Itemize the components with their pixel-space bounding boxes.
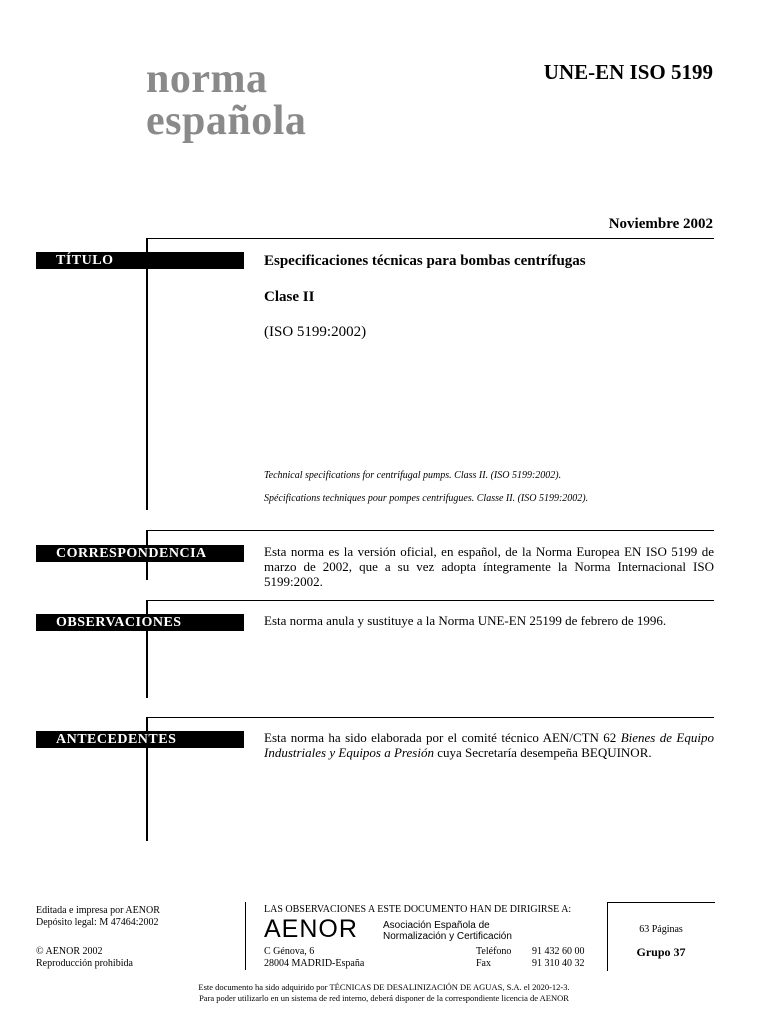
divider-titulo — [146, 238, 714, 239]
brand-line-2: española — [146, 98, 307, 144]
divider-antecedentes — [146, 717, 714, 718]
iso-reference: (ISO 5199:2002) — [264, 324, 367, 340]
phone-label: Teléfono — [476, 946, 512, 957]
contact-values — [532, 946, 585, 970]
organization-name — [383, 920, 512, 942]
publication-date: Noviembre 2002 — [608, 216, 713, 232]
contact-labels — [476, 946, 511, 970]
license-notice — [0, 982, 768, 1004]
footer-separator-left — [245, 902, 246, 970]
copyright-info — [36, 946, 133, 970]
document-subtitle: Clase II — [264, 289, 315, 305]
antecedentes-text-after: cuya Secretaría desempeña BEQUINOR. — [433, 745, 652, 760]
page-count: 63 Páginas — [639, 924, 683, 935]
divider-observaciones — [146, 600, 714, 601]
publisher-info — [36, 905, 160, 929]
brand-line-1: norma — [146, 56, 268, 102]
license-line-2: Para poder utilizarlo en un sistema de red interno, deberá disponer de la correspondiente licencia de AENOR — [199, 993, 569, 1003]
brand-title — [146, 58, 306, 142]
phone-value: 91 432 60 00 — [532, 946, 585, 957]
copyright: © AENOR 2002 — [36, 946, 103, 957]
page-count-box — [607, 902, 715, 971]
address — [264, 946, 364, 970]
standard-code: UNE-EN ISO 5199 — [543, 60, 713, 84]
antecedentes-committee-name: Bienes de Equipo Industriales y Equipos a Presión — [264, 730, 714, 760]
label-correspondencia: CORRESPONDENCIA — [36, 545, 244, 562]
price-group: Grupo 37 — [636, 945, 686, 959]
address-line-2: 28004 MADRID-España — [264, 958, 365, 969]
antecedentes-text — [264, 730, 714, 760]
legal-deposit: Depósito legal: M 47464:2002 — [36, 917, 159, 928]
label-antecedentes: ANTECEDENTES — [36, 731, 244, 748]
reproduction-notice: Reproducción prohibida — [36, 958, 133, 969]
vertical-rule-titulo — [146, 238, 148, 510]
label-observaciones: OBSERVACIONES — [36, 614, 244, 631]
organization-name-line-2: Normalización y Certificación — [383, 931, 512, 942]
license-line-1: Este documento ha sido adquirido por TÉCNICAS DE DESALINIZACIÓN DE AGUAS, S.A. el 2020-12-3. — [198, 982, 570, 992]
observaciones-text: Esta norma anula y sustituye a la Norma UNE-EN 25199 de febrero de 1996. — [264, 613, 667, 628]
correspondencia-text: Esta norma es la versión oficial, en español, de la Norma Europea EN ISO 5199 de marzo de 2002, que a su vez adopta íntegramente la Norma Internacional ISO 5199:2002. — [264, 544, 714, 589]
label-titulo: TÍTULO — [36, 252, 244, 269]
title-translation-en: Technical specifications for centrifugal pumps. Class II. (ISO 5199:2002). — [264, 470, 562, 481]
antecedentes-text-before: Esta norma ha sido elaborada por el comité técnico AEN/CTN 62 — [264, 730, 621, 745]
aenor-logo: AENOR — [264, 915, 358, 943]
divider-correspondencia — [146, 530, 714, 531]
edited-by: Editada e impresa por AENOR — [36, 905, 160, 916]
fax-value: 91 310 40 32 — [532, 958, 585, 969]
address-line-1: C Génova, 6 — [264, 946, 315, 957]
title-translation-fr: Spécifications techniques pour pompes centrifugues. Classe II. (ISO 5199:2002). — [264, 493, 589, 504]
fax-label: Fax — [476, 958, 491, 969]
observations-notice: LAS OBSERVACIONES A ESTE DOCUMENTO HAN DE DIRIGIRSE A: — [264, 904, 572, 915]
organization-name-line-1: Asociación Española de — [383, 920, 490, 931]
document-title: Especificaciones técnicas para bombas centrífugas — [264, 253, 586, 269]
